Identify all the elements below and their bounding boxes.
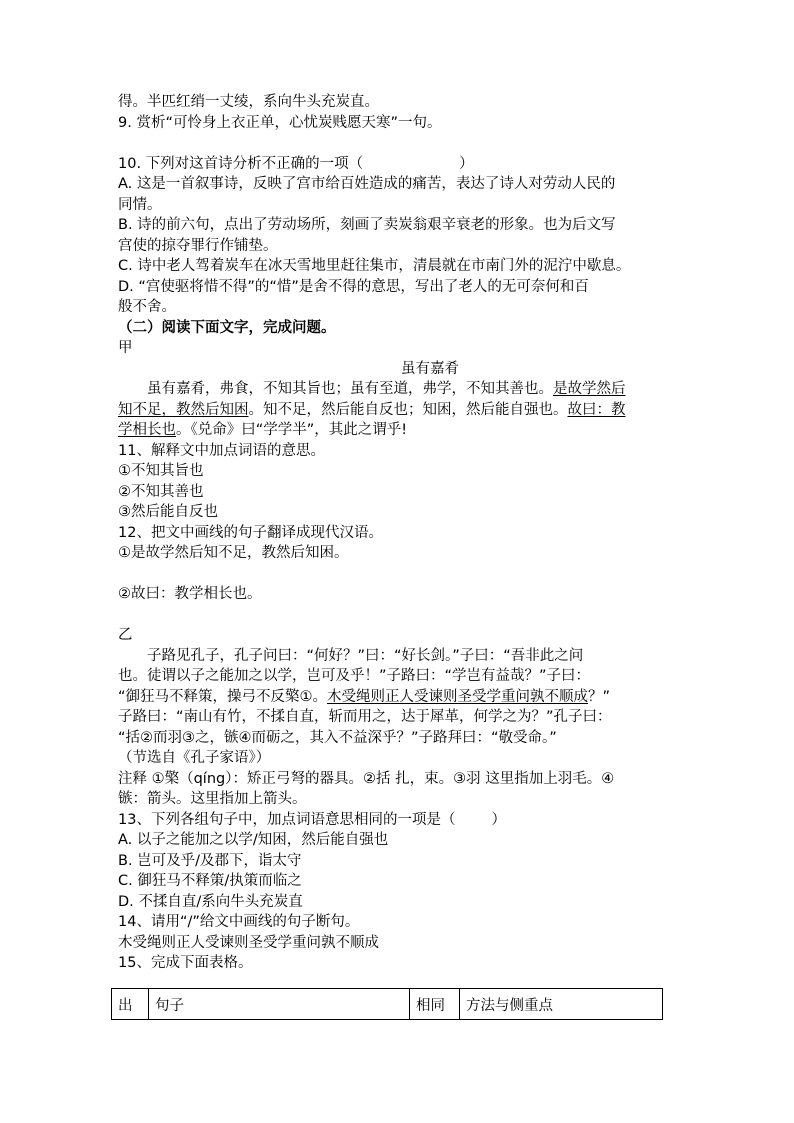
passage-text: “御狂马不释策，操弓不反檠①。: [118, 688, 328, 705]
question-10-paren: ）: [459, 155, 474, 172]
table-header-cell: 相同: [410, 989, 460, 1020]
q13-option-a: A. 以子之能加之以学/知困，然后能自强也: [118, 832, 389, 848]
question-13: [118, 810, 688, 831]
passage-jia-label: 甲: [118, 340, 133, 356]
question-11-item3: ③然后能自反也: [118, 504, 218, 520]
question-11: 11、解释文中加点词语的意思。: [118, 442, 325, 459]
passage-yi-line1: 子路见孔子，孔子问曰：“何好？”曰：“好长剑。”子曰：“吾非此之问: [147, 647, 584, 664]
passage-text: 虽有嘉肴，弗食，不知其旨也；虽有至道，弗学，不知其善也。: [147, 381, 553, 397]
passage-yi-label: 乙: [118, 627, 133, 643]
spacer: [118, 133, 688, 154]
question-11-item1: ①不知其旨也: [118, 463, 204, 479]
table-header-row: [112, 989, 663, 1020]
q13-option-c: C. 御狂马不释策/执策而临之: [118, 873, 302, 889]
passage-jia-line3: [118, 420, 688, 441]
passage-text: ？”: [588, 688, 611, 705]
question-10-stem: 10. 下列对这首诗分析不正确的一项（: [118, 155, 364, 172]
underlined-sentence: 木受绳则正人受谏则圣受学重问孰不顺成: [327, 688, 589, 705]
table-header-cell: 方法与侧重点: [460, 989, 663, 1020]
source-note: （节选自《孔子家语》）: [118, 750, 271, 766]
answer-table: [111, 988, 663, 1020]
passage-jia-line1: [118, 379, 688, 400]
option-c: C. 诗中老人驾着炭车在冰天雪地里赶往集市，清晨就在市南门外的泥泞中歇息。: [118, 258, 631, 274]
section-2-heading: （二）阅读下面文字，完成问题。: [118, 319, 336, 336]
passage-yi-line5: “括②而羽③之，镞④而砺之，其入不益深乎？”子路拜曰：“敬受命。”: [118, 729, 557, 746]
spacer: [118, 605, 688, 626]
passage-yi-line3: [118, 687, 688, 708]
q13-option-d: D. 不揉自直/系向牛头充炭直: [118, 893, 303, 910]
spacer: [118, 564, 688, 585]
underlined-sentence: 学相长也: [118, 422, 176, 438]
annotation-line1: 注释 ①檠（qíng）：矫正弓弩的器具。②括 扎，束。③羽 这里指加上羽毛。④: [118, 770, 615, 787]
question-12-item2: ②故曰：教学相长也。: [118, 586, 262, 602]
passage-text: 。《兑命》曰“学学半”，其此之谓乎!: [176, 422, 408, 438]
option-d-line1: D. “宫使驱将惜不得”的“惜”是舍不得的意思，写出了老人的无可奈何和百: [118, 278, 589, 295]
table-header-cell: 出: [112, 989, 149, 1020]
question-13-paren: ）: [491, 811, 506, 828]
option-d-line2: 般不舍。: [118, 299, 176, 315]
annotation-line2: 镞：箭头。这里指加上箭头。: [118, 791, 307, 807]
passage-yi-line2: 也。徒谓以子之能加之以学，岂可及乎！”子路曰：“学岂有益哉？”子曰：: [118, 668, 591, 684]
question-9: 9. 赏析“可怜身上衣正单，心忧炭贱愿天寒”一句。: [118, 114, 442, 131]
table-header-cell: 句子: [149, 989, 410, 1020]
option-b-line1: B. 诗的前六句，点出了劳动场所，刻画了卖炭翁艰辛衰老的形象。也为后文写: [118, 217, 616, 233]
underlined-sentence: 故曰：教: [567, 401, 626, 418]
document-page: [118, 92, 688, 974]
option-a-line1: A. 这是一首叙事诗，反映了宫市给百姓造成的痛苦，表达了诗人对劳动人民的: [118, 176, 616, 192]
passage-jia-line2: [118, 400, 688, 421]
q13-option-b: B. 岂可及乎/及郡下，诣太守: [118, 852, 302, 869]
question-14-sentence: 木受绳则正人受谏则圣受学重问孰不顺成: [118, 934, 379, 951]
question-14: 14、请用“/”给文中画线的句子断句。: [118, 914, 360, 930]
option-a-line2: 同情。: [118, 196, 162, 213]
passage-yi-line4: 子路曰：“南山有竹，不揉自直，斩而用之，达于犀革，何学之为？”孔子曰：: [118, 709, 612, 725]
question-13-stem: 13、下列各组句子中，加点词语意思相同的一项是（: [118, 811, 456, 828]
passage-text: 。知不足，然后能自反也；知困，然后能自强也。: [248, 401, 568, 418]
underlined-sentence: 知不足，教然后知困: [118, 401, 249, 418]
question-12: 12、把文中画线的句子翻译成现代汉语。: [118, 524, 383, 541]
option-b-line2: 宫使的掠夺罪行作铺垫。: [118, 237, 278, 254]
poem-last-line: 得。半匹红绡一丈绫，系向牛头充炭直。: [118, 94, 379, 110]
passage-title: 虽有嘉肴: [401, 360, 459, 377]
underlined-sentence: 是故学然后: [553, 381, 626, 397]
question-15: 15、完成下面表格。: [118, 955, 253, 971]
question-10: [118, 154, 688, 175]
question-12-item1: ①是故学然后知不足，教然后知困。: [118, 545, 349, 561]
question-11-item2: ②不知其善也: [118, 483, 204, 500]
